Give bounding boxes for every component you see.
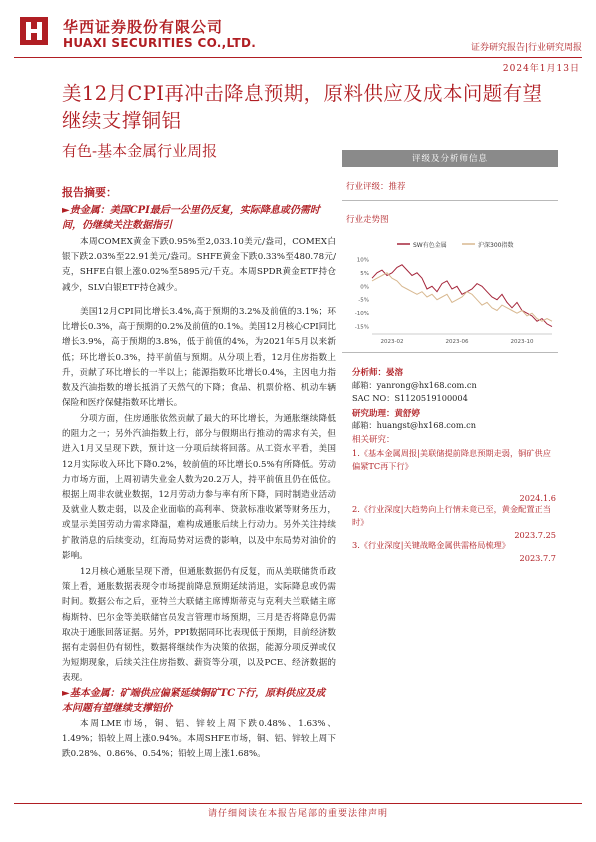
summary-heading: 报告摘要： bbox=[62, 186, 117, 199]
related-research-item[interactable]: 3.《行业深度|关键战略金属供需格局梳理》 bbox=[352, 540, 510, 550]
header-divider bbox=[14, 57, 582, 58]
section-heading-precious-metals: ►贵金属：美国CPI最后一公里仍反复，实际降息或仍需时间，仍继续关注数据指引 bbox=[62, 205, 320, 231]
divider bbox=[342, 352, 558, 353]
company-logo bbox=[20, 17, 48, 45]
report-subtitle: 有色-基本金属行业周报 bbox=[62, 142, 218, 160]
paragraph: 本周LME市场，铜、铝、锌较上周下跌0.48%、1.63%、1.49%；铅较上周上涨0.94%。本周SHFE市场，铜、铝、锌较上周下跌0.28%、0.86%、0.54%；铅较上周上涨1.68%。 bbox=[62, 719, 336, 760]
assistant-line bbox=[352, 407, 420, 419]
legend-label-sw: SW有色金属 bbox=[413, 242, 447, 249]
legend-label-hs300: 沪深300指数 bbox=[478, 242, 514, 249]
y-tick-label: -10% bbox=[354, 311, 369, 318]
related-research-date: 2024.1.6 bbox=[519, 493, 556, 503]
footer-divider bbox=[14, 803, 582, 804]
y-tick-label: -5% bbox=[358, 297, 369, 304]
paragraph: 美国12月CPI同比增长3.4%,高于预期的3.2%及前值的3.1%；环比增长0.3%，高于预期的0.2%及前值的0.1%。美国12月核心CPI同比增长3.9%，高于预期的3.8%，低于前值的4%，为2021年5月以来新低；环比增长0.3%，持平前值与预期。从分项上看，12月住房指数上升，贡献了环比增长的一半以上；能源指数环比增长0.4%，主因电力指数及汽油指数的增长抵消了天然气的下降；食品、机票价格、机动车辆保险和医疗保健指数环比增长。 bbox=[62, 307, 336, 409]
y-tick-label: 0% bbox=[360, 284, 369, 291]
report-type: 证券研究报告|行业研究周报 bbox=[470, 43, 582, 53]
divider bbox=[342, 200, 558, 201]
footer-disclaimer: 请仔细阅读在本报告尾部的重要法律声明 bbox=[207, 809, 388, 819]
report-date: 2024年1月13日 bbox=[502, 64, 580, 74]
trend-chart-title: 行业走势图 bbox=[346, 215, 389, 225]
related-research-date: 2023.7.25 bbox=[514, 530, 556, 540]
panel-title: 评级及分析师信息 bbox=[411, 154, 488, 164]
assistant-role: 研究助理： bbox=[352, 409, 395, 419]
section-heading-base-metals: ►基本金属：矿端供应偏紧延续铜矿TC下行，原料供应及成本问题有望继续支撑铝价 bbox=[62, 688, 326, 714]
paragraph: 12月核心通胀呈现下滑，但通胀数据仍有反复，而从美联储货币政策上看，通胀数据表现令市场提前降息预期延续消退，实际降息或仍需时间。数据公布之后，亚特兰大联储主席博斯蒂克与克利夫兰联储主席梅斯特、巴尔金等美联储官员发言管理市场预期，三月是否将降息仍需取决于通胀回落证据。另外，PPI数据同环比表现低于预期，目前经济数据有走弱但仍有韧性，数据将继续作为决策的依据，能源分项反弹或仅为短期现象，后续关注住房指数、薪资等分项，以及PCE、经济数据的表现。 bbox=[62, 567, 336, 684]
series-line-0 bbox=[372, 265, 552, 327]
x-tick-label: 2023-02 bbox=[380, 339, 404, 345]
y-tick-label: 5% bbox=[360, 270, 369, 277]
y-tick-label: -15% bbox=[354, 324, 369, 331]
company-name-en: HUAXI SECURITIES CO.,LTD. bbox=[63, 36, 257, 50]
paragraph: 本周COMEX黄金下跌0.95%至2,033.10美元/盎司，COMEX白银下跌2.03%至22.91美元/盎司。SHFE黄金下跌0.33%至480.78元/克，SHFE白银上涨0.02%至5895元/千克。本周SPDR黄金ETF持仓减少，SLV白银ETF持仓减少。 bbox=[62, 237, 336, 293]
series-line-1 bbox=[372, 273, 552, 321]
x-tick-label: 2023-06 bbox=[445, 339, 469, 345]
industry-rating: 行业评级：推荐 bbox=[346, 182, 406, 192]
analyst-role: 分析师： bbox=[352, 368, 387, 378]
paragraph: 分项方面，住房通胀依然贡献了最大的环比增长，为通胀继续降低的阻力之一；另外汽油指数上行，部分与假期出行推动的需求有关，但进入1月又呈现下跌，预计这一分项后续将回落。从工资水平看，美国12月实际收入环比下降0.2%，较前值的环比增长0.5%有所降低。劳动力市场方面，上周初请失业金人数为20.2万人，持平前值且仍在低位。根据上周非农就业数据，12月劳动力参与率有所下降，同时制造业活动及就业人数走弱，以及企业面临的高利率、贷款标准收紧等财务压力，或显示美国劳动力需求降温，难构成通胀后续上行动力。另外关注持续扩散消息的后续变动，红海局势对运费的影响，以及中东局势对油价的影响。 bbox=[62, 414, 336, 561]
related-research-heading: 相关研究： bbox=[352, 435, 395, 445]
analyst-license: SAC NO：S1120519100004 bbox=[352, 393, 468, 403]
x-tick-label: 2023-10 bbox=[510, 339, 534, 345]
industry-trend-chart bbox=[342, 232, 558, 352]
company-name-cn: 华西证券股份有限公司 bbox=[63, 18, 224, 36]
report-title: 美12月CPI再冲击降息预期，原料供应及成本问题有望继续支撑铜铝 bbox=[62, 82, 543, 132]
related-research-item[interactable]: 1.《基本金属周报|美联储提前降息预期走弱，铜矿供应偏紧TC再下行》 bbox=[352, 448, 551, 471]
assistant-email[interactable]: 邮箱：huangst@hx168.com.cn bbox=[352, 420, 477, 430]
analyst-line bbox=[352, 366, 403, 378]
related-research-item[interactable]: 2.《行业深度|大趋势向上行情未竟已至，黄金配置正当时》 bbox=[352, 504, 551, 527]
y-tick-label: 10% bbox=[356, 257, 369, 264]
analyst-email[interactable]: 邮箱：yanrong@hx168.com.cn bbox=[352, 380, 477, 390]
analyst-name: 晏溶 bbox=[386, 368, 404, 378]
related-research-date: 2023.7.7 bbox=[519, 553, 556, 563]
assistant-name: 黄舒婷 bbox=[394, 409, 421, 419]
